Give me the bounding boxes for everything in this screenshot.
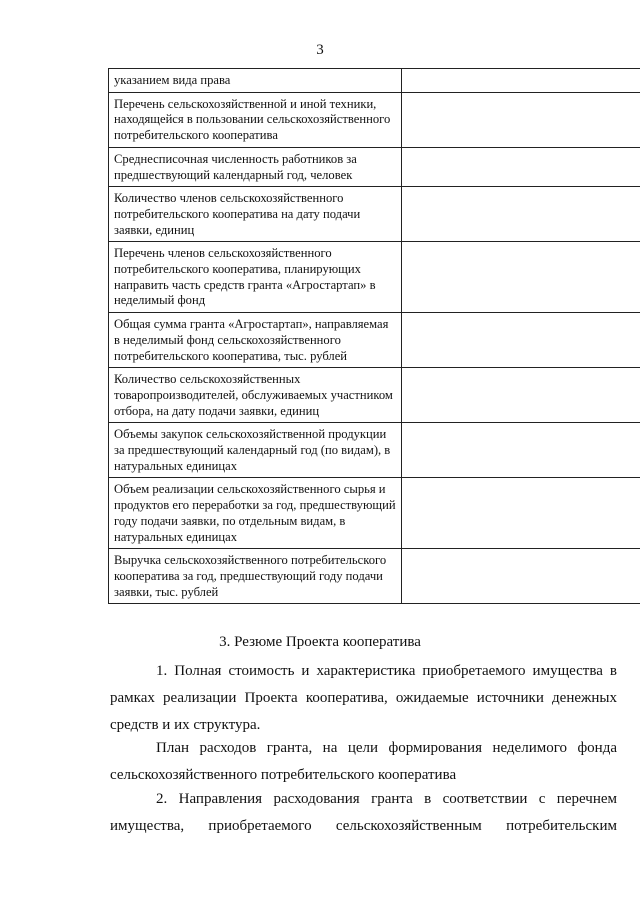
table-row bbox=[109, 242, 640, 313]
row-label: Количество сельскохозяйственных товаропроизводителей, обслуживаемых участником отбора, на дату подачи заявки, единиц bbox=[109, 368, 402, 423]
table-row bbox=[109, 92, 640, 147]
table-row bbox=[109, 368, 640, 423]
row-value-cell[interactable] bbox=[402, 147, 640, 186]
row-value-cell[interactable] bbox=[402, 187, 640, 242]
table-row bbox=[109, 478, 640, 549]
paragraph-2 bbox=[110, 735, 617, 789]
table-row bbox=[109, 69, 640, 93]
row-value-cell[interactable] bbox=[402, 313, 640, 368]
row-value-cell[interactable] bbox=[402, 368, 640, 423]
row-label: Объем реализации сельскохозяйственного сырья и продуктов его переработки за год, предшествующий году подачи заявки, по отдельным видам, в натуральных единицах bbox=[109, 478, 402, 549]
table-row bbox=[109, 423, 640, 478]
row-value-cell[interactable] bbox=[402, 423, 640, 478]
row-value-cell[interactable] bbox=[402, 69, 640, 93]
row-label: Перечень членов сельскохозяйственного потребительского кооператива, планирующих направить часть средств гранта «Агростартап» в неделимый фонд bbox=[109, 242, 402, 313]
row-value-cell[interactable] bbox=[402, 92, 640, 147]
row-label: Объемы закупок сельскохозяйственной продукции за предшествующий календарный год (по видам), в натуральных единицах bbox=[109, 423, 402, 478]
table-row bbox=[109, 147, 640, 186]
row-value-cell[interactable] bbox=[402, 242, 640, 313]
table-row bbox=[109, 187, 640, 242]
section-title: 3. Резюме Проекта кооператива bbox=[219, 634, 421, 650]
row-value-cell[interactable] bbox=[402, 549, 640, 604]
table-row bbox=[109, 313, 640, 368]
table-body bbox=[109, 69, 640, 604]
row-value-cell[interactable] bbox=[402, 478, 640, 549]
row-label: Перечень сельскохозяйственной и иной техники, находящейся в пользовании сельскохозяйственного потребительского кооператива bbox=[109, 92, 402, 147]
paragraph-1-text: 1. Полная стоимость и характеристика приобретаемого имущества в рамках реализации Проекта кооператива, ожидаемые источники денежных средств и их структура. bbox=[110, 663, 617, 733]
row-label: Выручка сельскохозяйственного потребительского кооператива за год, предшествующий году подачи заявки, тыс. рублей bbox=[109, 549, 402, 604]
cooperative-info-table bbox=[108, 68, 640, 604]
row-label: Среднесписочная численность работников за предшествующий календарный год, человек bbox=[109, 147, 402, 186]
row-label: Количество членов сельскохозяйственного потребительского кооператива на дату подачи заявки, единиц bbox=[109, 187, 402, 242]
paragraph-2-text: План расходов гранта, на цели формирования неделимого фонда сельскохозяйственного потребительского кооператива bbox=[110, 740, 617, 783]
paragraph-3 bbox=[110, 786, 617, 840]
row-label: Общая сумма гранта «Агростартап», направляемая в неделимый фонд сельскохозяйственного потребительского кооператива, тыс. рублей bbox=[109, 313, 402, 368]
row-label: указанием вида права bbox=[109, 69, 402, 93]
table-row bbox=[109, 549, 640, 604]
page-number: 3 bbox=[316, 42, 324, 58]
paragraph-3-text: 2. Направления расходования гранта в соответствии с перечнем имущества, приобретаемого сельскохозяйственным потребительским bbox=[110, 791, 617, 834]
paragraph-1 bbox=[110, 658, 617, 739]
